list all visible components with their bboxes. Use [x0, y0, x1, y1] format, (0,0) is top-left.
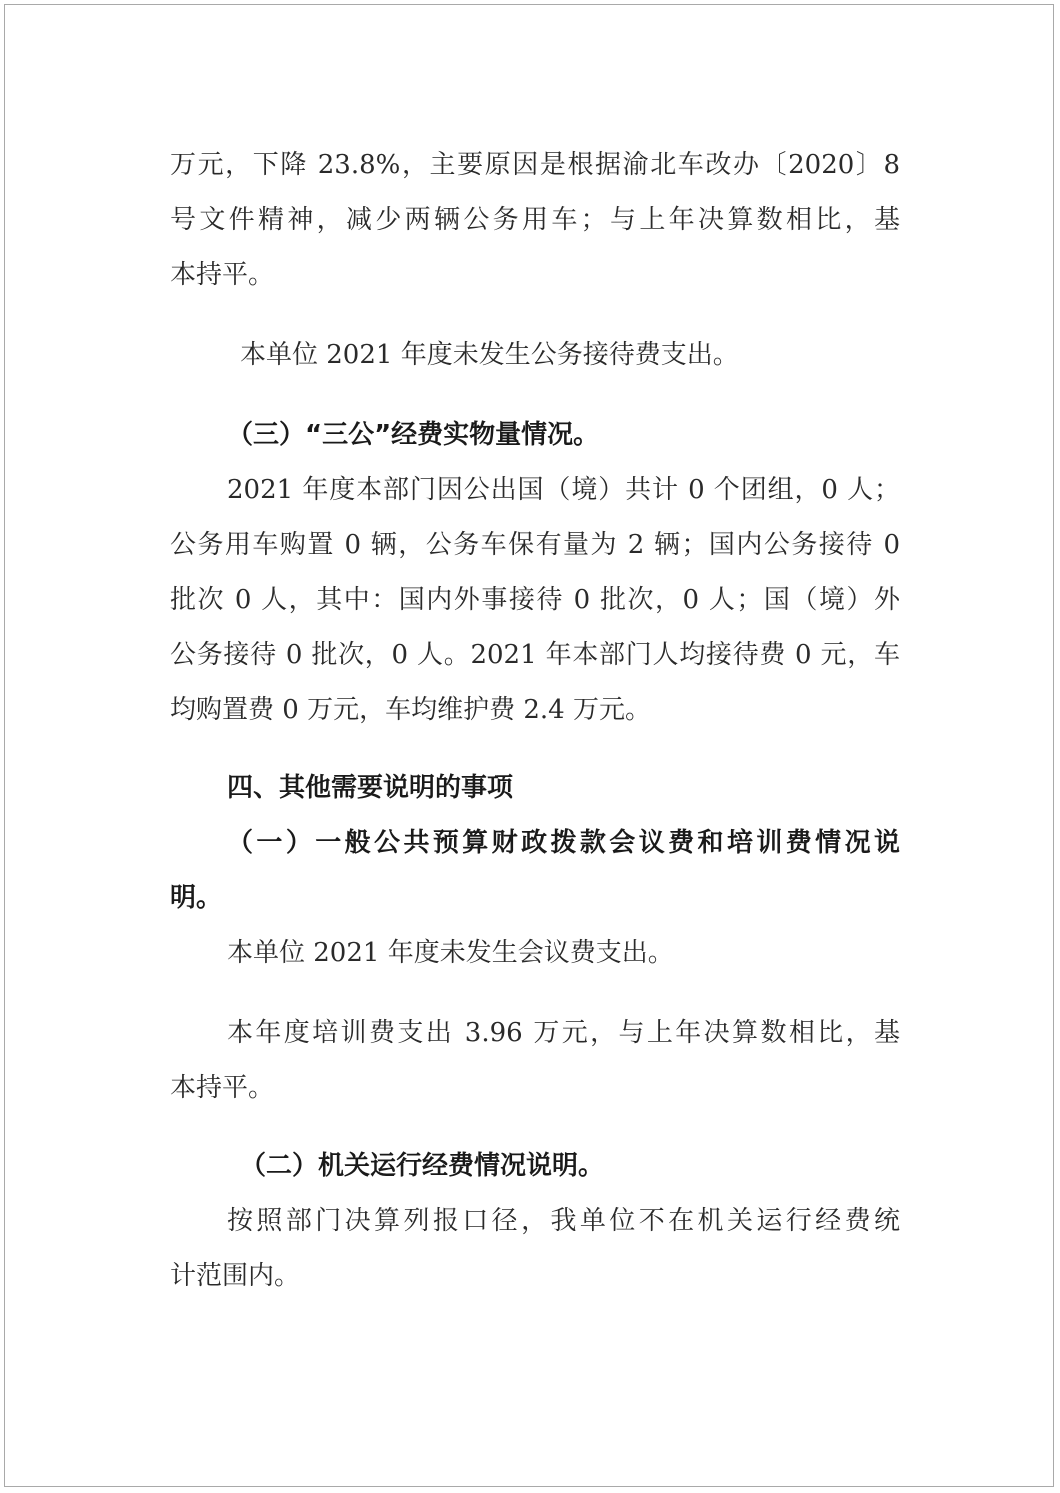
paragraph-line: 本单位 2021 年度未发生会议费支出。: [227, 938, 674, 968]
paragraph-line: 均购置费 0 万元，车均维护费 2.4 万元。: [170, 695, 651, 725]
paragraph-line: 本年度培训费支出 3.96 万元，与上年决算数相比，基: [227, 1018, 900, 1048]
paragraph-line: 本持平。: [170, 1073, 275, 1103]
paragraph-line: 本持平。: [170, 260, 275, 290]
paragraph-line: 2021 年度本部门因公出国（境）共计 0 个团组，0 人；: [227, 475, 900, 505]
subsection-heading: （二）机关运行经费情况说明。: [240, 1151, 605, 1181]
paragraph-line: 本单位 2021 年度未发生公务接待费支出。: [240, 340, 739, 370]
paragraph-line: 计范围内。: [170, 1261, 301, 1291]
subsection-heading: 明。: [170, 883, 223, 913]
paragraph-line: 公务接待 0 批次，0 人。2021 年本部门人均接待费 0 元，车: [170, 640, 900, 670]
section-heading: 四、其他需要说明的事项: [227, 773, 514, 803]
paragraph-line: 公务用车购置 0 辆，公务车保有量为 2 辆；国内公务接待 0: [170, 530, 900, 560]
document-page: [4, 4, 1054, 1487]
subsection-heading: （一）一般公共预算财政拨款会议费和培训费情况说: [227, 828, 900, 858]
section-heading: （三）“三公”经费实物量情况。: [227, 420, 600, 450]
paragraph-line: 万元，下降 23.8%，主要原因是根据渝北车改办〔2020〕8: [170, 150, 900, 180]
paragraph-line: 按照部门决算列报口径，我单位不在机关运行经费统: [227, 1206, 900, 1236]
paragraph-line: 号文件精神，减少两辆公务用车；与上年决算数相比，基: [170, 205, 900, 235]
paragraph-line: 批次 0 人，其中：国内外事接待 0 批次，0 人；国（境）外: [170, 585, 900, 615]
